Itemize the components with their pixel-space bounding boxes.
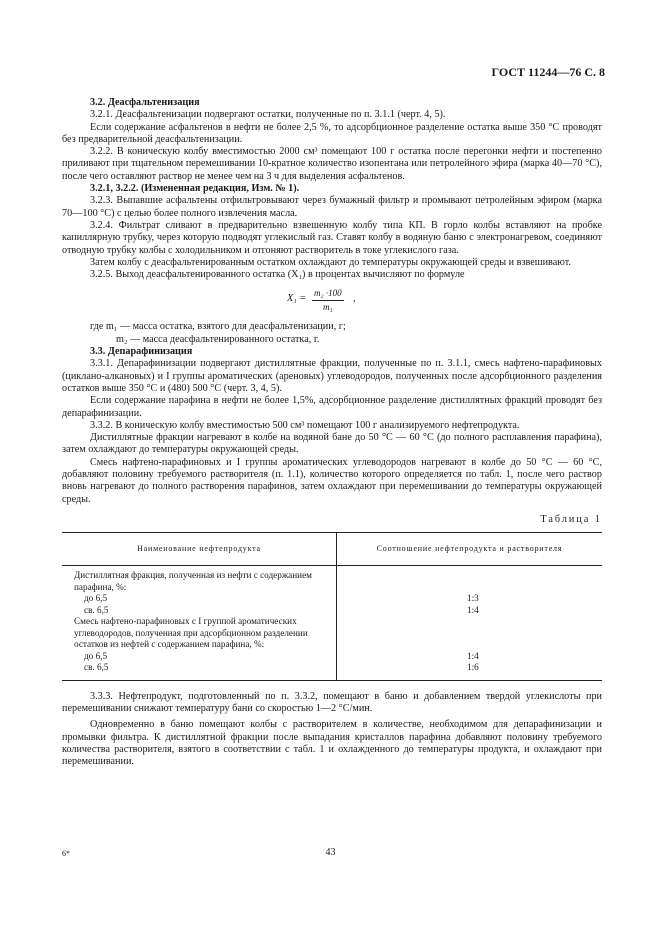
paragraph-3-2-3: 3.2.3. Выпавшие асфальтены отфильтровывают через бумажный фильтр и промывают петролейным эфиром (марка 70—100 °С) с целью более полного извлечения масла. [62,195,602,219]
where-line-1: где m₁ — масса остатка, взятого для деасфальтенизации, г; [90,321,346,333]
table-group-label: Дистиллятная фракция, полученная из нефти с содержанием парафина, %: [62,566,337,594]
table-row [62,662,602,680]
table-cell: до 6,5 [62,593,337,605]
formula-numerator: m₂ ·100 [312,287,344,300]
paragraph-3-2-2: 3.2.2. В коническую колбу вместимостью 2000 см³ помещают 100 г остатка после перегонки нефти и постепенно приливают при тщательном перемешивании 10-кратное количество изопентана или петролейного эфира (марка 40—70 °С), после чего оставляют раствор не менее чем на 3 ч для выделения асфальтенов. [62,146,602,182]
table-cell: 1:4 [467,604,479,615]
table-row [62,605,602,617]
footer-signature-mark: 6* [62,849,70,858]
paragraph-3-3-2: 3.3.2. В коническую колбу вместимостью 500 см³ помещают 100 г анализируемого нефтепродукта. [90,419,520,431]
table-header-product: Наименование нефтепродукта [62,533,337,566]
paragraph-3-2-1: 3.2.1. Деасфальтенизации подвергают остатки, полученные по п. 3.1.1 (черт. 4, 5). [90,109,446,121]
table-group-label: Смесь нафтено-парафиновых с I группой ароматических углеводородов, полученная при адсорбционном разделении остатков из нефтей с содержанием парафина, %: [62,616,337,651]
paragraph-3-3-2b: Дистиллятные фракции нагревают в колбе на водяной бане до 50 °С — 60 °С (до полного расплавления парафина), затем охлаждают до температуры окружающей среды. [62,432,602,456]
paragraph-3-2-5: 3.2.5. Выход деасфальтенированного остатка (X₁) в процентах вычисляют по формуле [90,269,465,281]
section-title-3-3: 3.3. Депарафинизация [90,346,193,358]
paragraph-3-3-1: 3.3.1. Депарафинизации подвергают дистиллятные фракции, полученные по п. 3.1.1, смесь нафтено-парафиновых (циклано-алкановых) и I группы ароматических (ареновых) углеводородов, полученных после адсорбционного разделения остатков выше 350 °С и (480) 500 °С (черт. 3, 4, 5). [62,358,602,394]
table-row [62,566,602,594]
paragraph-3-2-1b: Если содержание асфальтенов в нефти не более 2,5 %, то адсорбционное разделение остатка выше 350 °С проводят без предварительной деасфальтенизации. [62,121,602,145]
table-cell: 1:6 [337,662,603,680]
section-title-3-2: 3.2. Деасфальтенизация [90,97,200,108]
table-cell: св. 6,5 [62,605,337,617]
table-cell: св. 6,5 [62,662,337,680]
table-cell: до 6,5 [62,651,337,663]
page-body [62,97,602,768]
table-row [62,593,602,605]
table-cell: 1:4 [467,650,479,661]
page-number: 43 [325,847,336,858]
table-1 [62,532,602,681]
table-caption: Таблица 1 [540,513,602,525]
table-cell: 1:3 [467,593,479,604]
formula-tail: , [353,293,356,305]
formula-fraction [312,287,344,313]
paragraph-3-3-1b: Если содержание парафина в нефти не более 1,5%, адсорбционное разделение дистиллятных фракций проводят без депарафинизации. [62,395,602,419]
formula-denominator: m₁ [323,301,333,312]
table-header-ratio: Соотношение нефтепродукта и растворителя [337,533,603,566]
page-header: ГОСТ 11244—76 С. 8 [491,65,605,79]
edit-note: 3.2.1, 3.2.2. (Измененная редакция, Изм. № 1). [90,183,300,195]
table-row [62,651,602,663]
paragraph-3-3-2c: Смесь нафтено-парафиновых и I группы ароматических углеводородов нагревают в колбе до 50 °С — 60 °С, добавляют половину требуемого растворителя (п. 1.1), количество которого определяется по табл. 1, после чего раствор вновь нагревают до полного растворения парафинов, затем охлаждают при перемешивании до температуры окружающей среды. [62,456,602,505]
paragraph-3-2-4b: Затем колбу с деасфальтенированным остатком охлаждают до температуры окружающей среды и взвешивают. [90,256,571,268]
formula [62,287,602,315]
where-line-2: m₂ — масса деасфальтенированного остатка, г. [116,333,320,345]
paragraph-3-2-4: 3.2.4. Фильтрат сливают в предварительно взвешенную колбу типа КП. В горло колбы вставляют на пробке капиллярную трубку, через которую подводят углекислый газ. Ставят колбу в водяную баню с электронагревом, соединяют отводную трубку колбы с холодильником и отгоняют растворитель в токе углекислого газа. [62,219,602,256]
formula-lhs: X₁ = [287,293,307,305]
paragraph-3-3-3b: Одновременно в баню помещают колбы с растворителем в количестве, необходимом для депарафинизации и промывки фильтра. К дистиллятной фракции после выпадания кристаллов парафина добавляют половину требуемого количества растворителя, взятого в соответствии с табл. 1 и охлажденного до температуры продукта, и охлаждают при перемешивании. [62,719,602,768]
paragraph-3-3-3: 3.3.3. Нефтепродукт, подготовленный по п. 3.3.2, помещают в баню и добавлением твердой углекислоты при перемешивании снижают температуру бани со скоростью 1—2 °С/мин. [62,690,602,714]
table-row [62,616,602,651]
